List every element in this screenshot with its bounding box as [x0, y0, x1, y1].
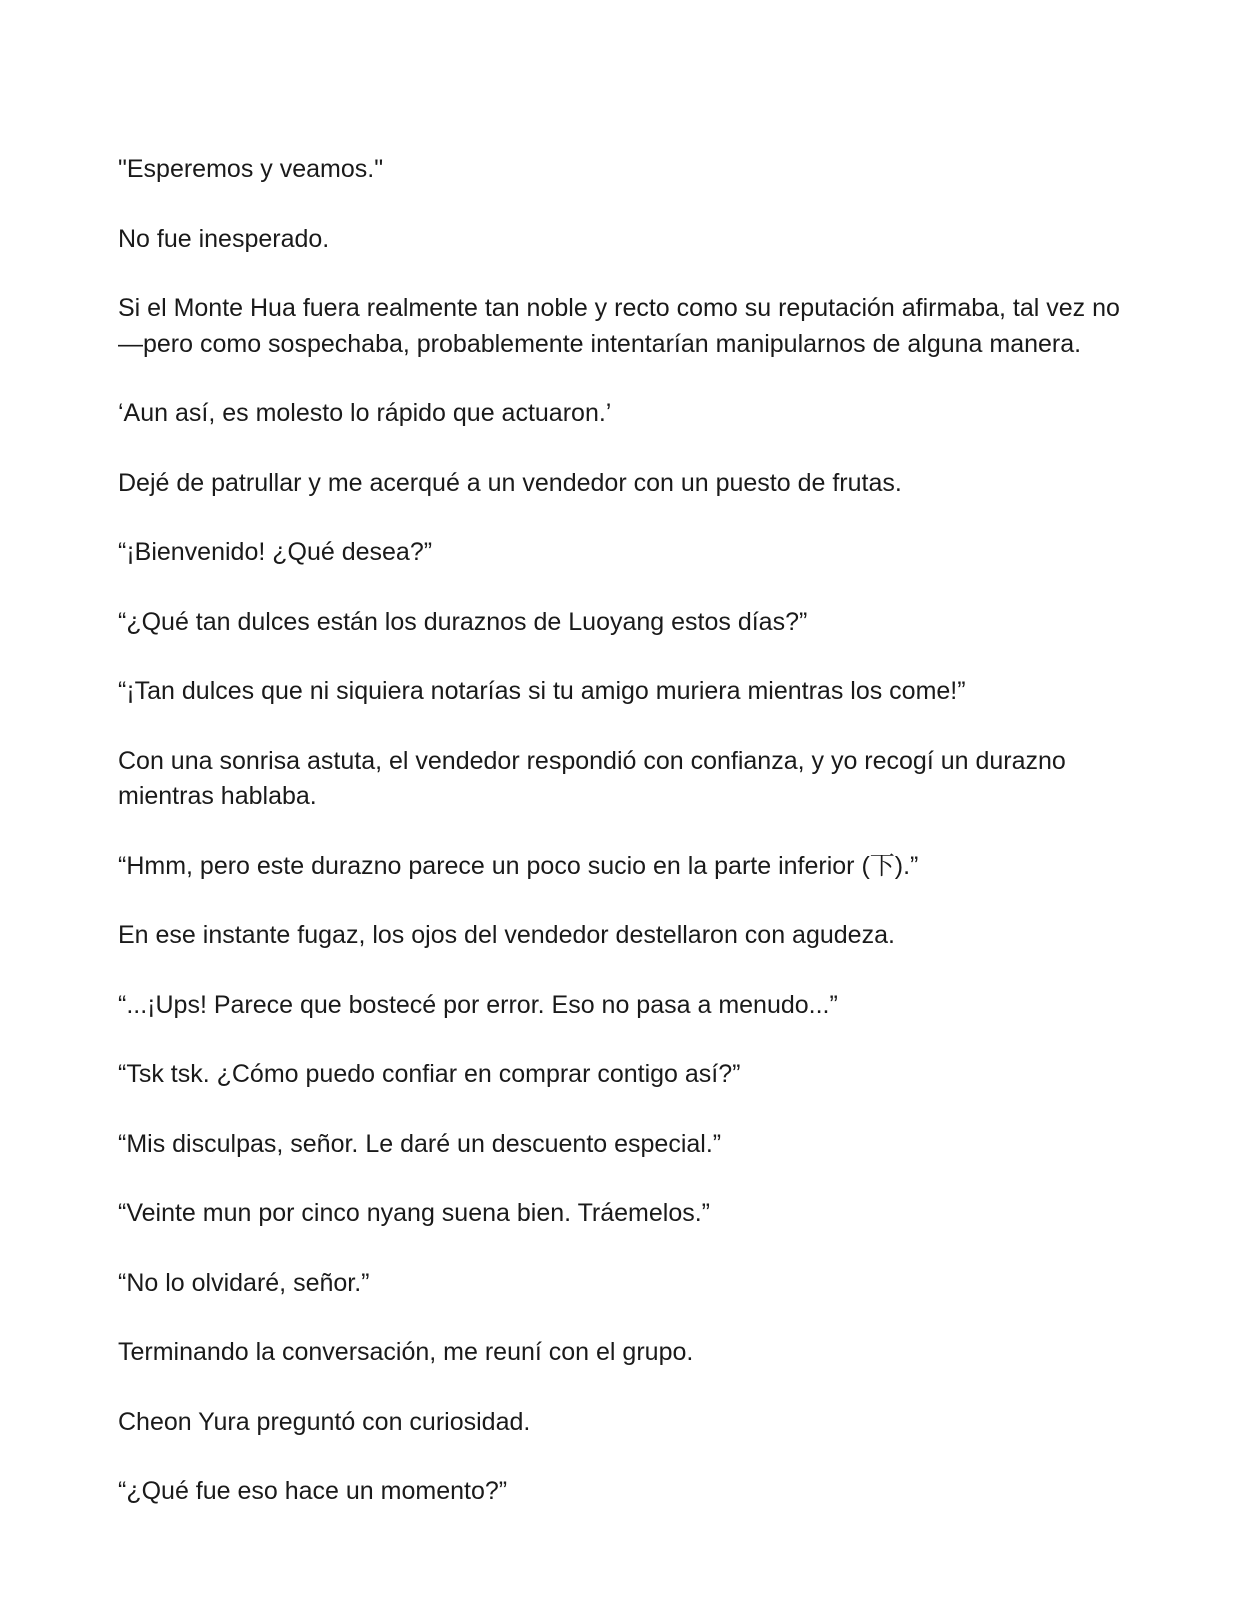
paragraph-17: Terminando la conversación, me reuní con el grupo. — [118, 1338, 694, 1366]
paragraph-15: “Veinte mun por cinco nyang suena bien. Tráemelos.” — [118, 1199, 711, 1227]
paragraph-9: Con una sonrisa astuta, el vendedor respondió con confianza, y yo recogí un durazno mientras hablaba. — [118, 746, 1066, 810]
paragraph-8: “¡Tan dulces que ni siquiera notarías si tu amigo muriera mientras los come!” — [118, 677, 966, 705]
paragraph-5: Dejé de patrullar y me acerqué a un vendedor con un puesto de frutas. — [118, 468, 902, 497]
paragraph-7: “¿Qué tan dulces están los duraznos de Luoyang estos días?” — [118, 607, 808, 636]
paragraph-14: “Mis disculpas, señor. Le daré un descuento especial.” — [118, 1129, 722, 1158]
paragraph-1: "Esperemos y veamos." — [118, 155, 384, 183]
paragraph-13: “Tsk tsk. ¿Cómo puedo confiar en comprar contigo así?” — [118, 1060, 741, 1088]
paragraph-4: ‘Aun así, es molesto lo rápido que actuaron.’ — [118, 399, 612, 427]
paragraph-6: “¡Bienvenido! ¿Qué desea?” — [118, 538, 433, 566]
paragraph-3: Si el Monte Hua fuera realmente tan noble y recto como su reputación afirmaba, tal vez no—pero como sospechaba, probablemente intentarían manipularnos de alguna manera. — [118, 294, 1120, 358]
paragraph-11: En ese instante fugaz, los ojos del vendedor destellaron con agudeza. — [118, 921, 895, 949]
paragraph-12: “...¡Ups! Parece que bostecé por error. Eso no pasa a menudo...” — [118, 990, 838, 1019]
paragraph-10: “Hmm, pero este durazno parece un poco sucio en la parte inferior (下).” — [118, 851, 919, 880]
paragraph-18: Cheon Yura preguntó con curiosidad. — [118, 1407, 531, 1436]
paragraph-2: No fue inesperado. — [118, 224, 330, 253]
paragraph-16: “No lo olvidaré, señor.” — [118, 1268, 370, 1297]
paragraph-19: “¿Qué fue eso hace un momento?” — [118, 1477, 508, 1505]
text-column — [118, 152, 1128, 1544]
